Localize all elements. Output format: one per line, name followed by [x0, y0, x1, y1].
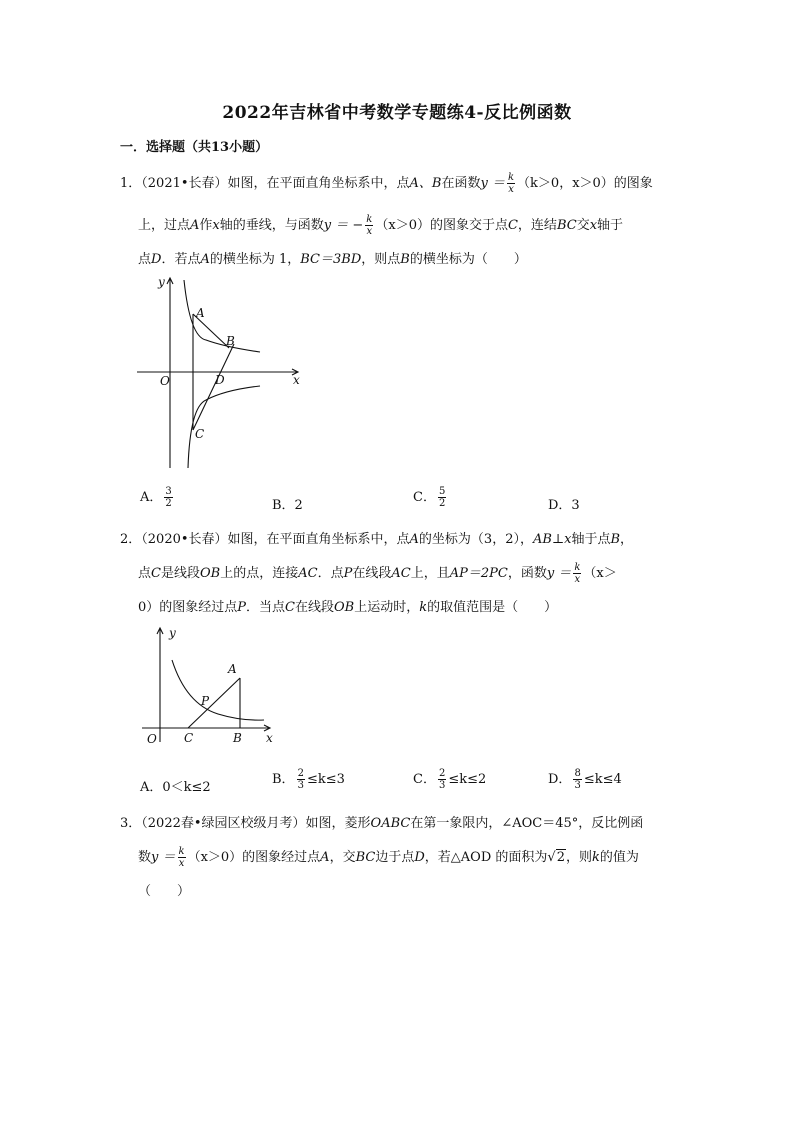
math-var: D: [151, 252, 162, 267]
math-var: C: [151, 566, 161, 581]
q2-text: 上的点，连接: [220, 566, 299, 581]
math-expr: y ＝: [151, 850, 176, 865]
math-var: B: [610, 532, 621, 547]
q2-text: 是线段: [160, 566, 200, 581]
q2-text: 在线段: [352, 566, 392, 581]
math-expr: AB⊥x: [532, 532, 572, 547]
q3-text: 3．（2022春•绿园区校级月考）如图，菱形: [120, 816, 371, 831]
q2-option-b[interactable]: [272, 768, 345, 791]
q1-text: ，连结: [517, 218, 557, 233]
q1-text: 点: [138, 252, 152, 267]
document-title: 2022年吉林省中考数学专题练4-反比例函数: [222, 103, 572, 123]
option-label: D．: [548, 772, 572, 787]
q2-line-1: [120, 528, 633, 547]
fraction-k-over-x: $\frac{k}{x}$: [507, 172, 515, 195]
fraction-k-over-x: $\frac{k}{x}$: [574, 562, 581, 585]
q1-option-c[interactable]: [413, 486, 448, 509]
q3-text: 在第一象限内，∠AOC＝45°，反比例函: [410, 816, 644, 831]
math-var: A: [409, 532, 419, 547]
option-label: C．: [413, 490, 436, 505]
math-var: k: [419, 600, 428, 615]
q1-text: 轴于: [597, 218, 624, 233]
q3-text: ，则: [565, 850, 592, 865]
q1-text: ．若点: [161, 252, 201, 267]
option-label: C．: [413, 772, 436, 787]
q1-text: 的横坐标为 1，: [209, 252, 301, 267]
q1-option-d[interactable]: D．3: [548, 498, 580, 513]
segment-AC: [188, 678, 240, 728]
q1-text: （k＞0，x＞0）的图象: [517, 176, 653, 191]
label-O: O: [160, 374, 170, 388]
q1-text: 轴的垂线，与函数: [219, 218, 324, 233]
q2-text: 上运动时，: [354, 600, 420, 615]
q2-text: 轴于点: [571, 532, 611, 547]
q2-text: 的坐标为（3，2），: [418, 532, 533, 547]
q1-text: ，则点: [361, 252, 401, 267]
math-var: x: [212, 218, 220, 233]
label-y: y: [169, 626, 176, 640]
q1-text: 作: [199, 218, 213, 233]
fraction: $\frac{5}{2}$: [438, 486, 446, 509]
option-text: ≤k≤4: [583, 772, 622, 787]
math-var: A: [200, 252, 210, 267]
math-var: x: [589, 218, 598, 233]
q2-option-d[interactable]: [548, 768, 622, 791]
label-A: A: [228, 662, 237, 676]
q1-figure: [130, 272, 310, 474]
math-var: C: [285, 600, 295, 615]
q1-option-b[interactable]: B．2: [272, 498, 303, 513]
label-B: B: [226, 334, 235, 348]
math-var: D: [414, 850, 425, 865]
label-B: B: [233, 731, 242, 745]
q2-text: （x＞: [583, 566, 617, 581]
section-heading: 一．选择题（共13小题）: [120, 140, 269, 155]
fraction-k-over-x: $\frac{k}{x}$: [366, 214, 373, 237]
q1-line-3: [138, 248, 527, 267]
math-var: BC: [556, 218, 577, 233]
math-expr: y ＝ −: [323, 218, 364, 233]
q2-text: ．点: [317, 566, 344, 581]
q1-option-a[interactable]: [140, 486, 175, 509]
math-expr: y ＝: [480, 176, 505, 191]
q1-text: 的横坐标为（ ）: [409, 252, 527, 267]
q3-line-2: [138, 846, 639, 869]
q2-line-2: [138, 562, 617, 585]
math-expr: AP＝2PC: [449, 566, 508, 581]
q2-text: ，: [620, 532, 634, 547]
label-A: A: [196, 306, 205, 320]
q2-text: ．当点: [246, 600, 286, 615]
fraction: $\frac{8}{3}$: [574, 768, 581, 791]
math-var: AC: [391, 566, 411, 581]
label-O: O: [147, 732, 157, 746]
segment-BC: [193, 344, 234, 430]
q1-text: 在函数: [441, 176, 481, 191]
label-C: C: [184, 731, 194, 745]
q2-text: 在线段: [295, 600, 335, 615]
math-var: A: [190, 218, 200, 233]
q3-text: ，若△AOD 的面积为: [424, 850, 548, 865]
q1-text: （x＞0）的图象交于点: [375, 218, 508, 233]
q2-text: 上，且: [410, 566, 450, 581]
q2-option-a[interactable]: A．0＜k≤2: [140, 780, 211, 795]
label-C: C: [195, 427, 205, 441]
label-y: y: [158, 275, 165, 289]
fraction-k-over-x: $\frac{k}{x}$: [178, 846, 185, 869]
math-var: C: [507, 218, 518, 233]
q3-line-3: （ ）: [138, 884, 191, 899]
q2-text: ，函数: [507, 566, 547, 581]
math-expr: y ＝: [546, 566, 572, 581]
math-var: A: [320, 850, 330, 865]
math-var: OABC: [370, 816, 411, 831]
label-D: D: [215, 373, 225, 387]
math-var: P: [237, 600, 247, 615]
q3-text: ，交: [329, 850, 356, 865]
q2-text: 2．（2020•长春）如图，在平面直角坐标系中，点: [120, 532, 410, 547]
math-var: B: [400, 252, 410, 267]
q2-figure: [136, 622, 286, 750]
math-var: AC: [298, 566, 318, 581]
fraction: $\frac{3}{2}$: [165, 486, 172, 509]
q1-text: 1．（2021•长春）如图，在平面直角坐标系中，点: [120, 176, 410, 191]
sqrt-radicand: 2: [556, 850, 565, 865]
label-x: x: [293, 373, 300, 387]
math-var: P: [343, 566, 353, 581]
option-text: ≤k≤2: [448, 772, 487, 787]
option-label: A．: [140, 490, 163, 505]
q1-text: 交: [576, 218, 590, 233]
q3-text: 的值为: [599, 850, 639, 865]
q3-text: （x＞0）的图象经过点: [187, 850, 321, 865]
q1-text: 上，过点: [138, 218, 191, 233]
math-var: OB: [199, 566, 221, 581]
math-expr: BC＝3BD: [300, 252, 362, 267]
curve-k-over-x: [172, 660, 264, 720]
q3-text: 数: [138, 850, 152, 865]
q2-text: 0）的图象经过点: [138, 600, 238, 615]
q1-line-1: [120, 172, 653, 195]
math-var: BC: [355, 850, 376, 865]
q2-text: 的取值范围是（ ）: [427, 600, 558, 615]
sqrt-sign: √: [547, 850, 556, 865]
math-var: A、B: [409, 176, 442, 191]
fraction: $\frac{2}{3}$: [297, 768, 304, 791]
math-var: OB: [334, 600, 355, 615]
q1-line-2: [138, 214, 623, 237]
option-text: ≤k≤3: [306, 772, 345, 787]
label-x: x: [266, 731, 273, 745]
label-P: P: [201, 694, 210, 708]
fraction: $\frac{2}{3}$: [438, 768, 446, 791]
q2-option-c[interactable]: [413, 768, 486, 791]
q2-text: 点: [138, 566, 152, 581]
option-label: B．: [272, 772, 295, 787]
q2-line-3: [138, 596, 557, 615]
math-var: k: [591, 850, 600, 865]
q3-line-1: [120, 812, 643, 831]
q3-text: 边于点: [375, 850, 415, 865]
